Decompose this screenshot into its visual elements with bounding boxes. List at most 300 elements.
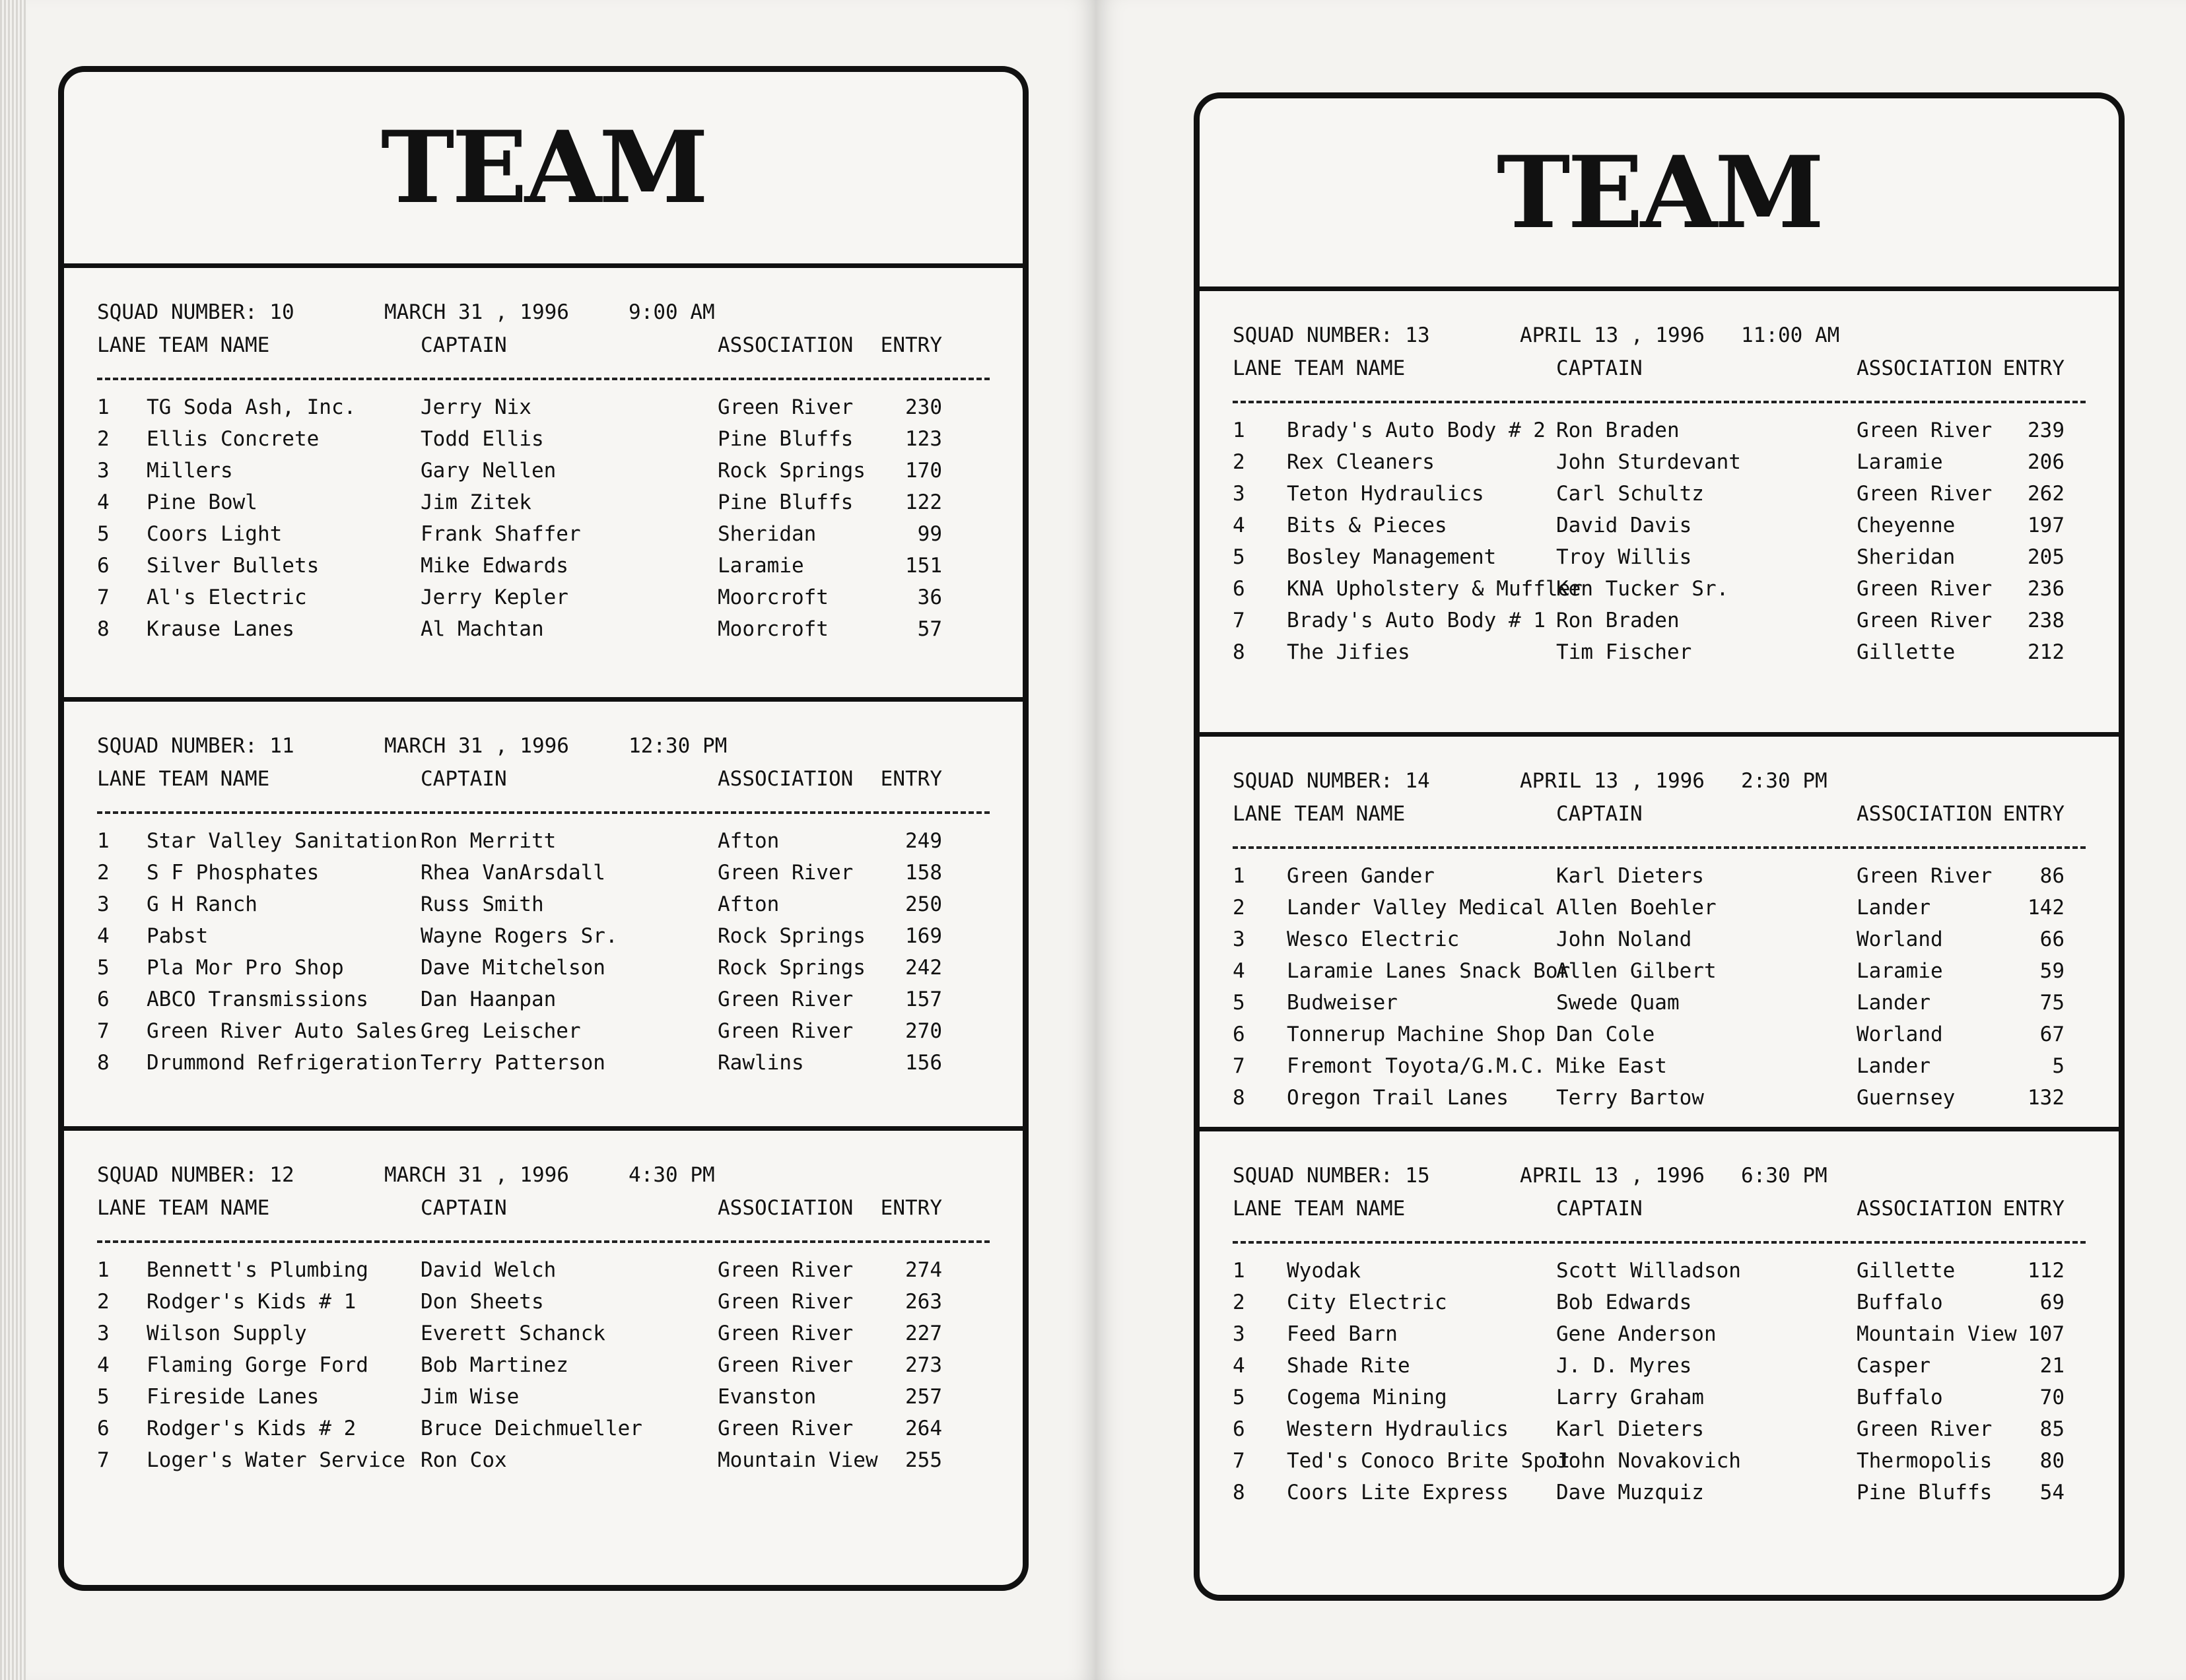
table-row (1233, 1088, 2086, 1120)
captain-name: Don Sheets (421, 1290, 544, 1314)
lane-number: 2 (1233, 896, 1245, 920)
association-name: Green River (718, 1290, 854, 1314)
table-row (97, 556, 990, 588)
column-header-association: ASSOCIATION (718, 767, 854, 791)
column-header-captain: CAPTAIN (421, 1196, 507, 1220)
table-row (97, 863, 990, 894)
column-header-lane-team: LANE TEAM NAME (1233, 802, 1406, 826)
team-name: Ellis Concrete (147, 427, 320, 451)
entry-number: 66 (2039, 927, 2065, 951)
dashed-divider (1233, 1241, 2086, 1244)
association-name: Rawlins (718, 1051, 804, 1075)
entry-number: 205 (2028, 545, 2065, 569)
entry-number: 156 (905, 1051, 942, 1075)
entry-number: 227 (905, 1322, 942, 1345)
team-name: Cogema Mining (1287, 1386, 1447, 1409)
squad-header-row (1233, 771, 2086, 804)
team-name: Fireside Lanes (147, 1385, 320, 1409)
page-title: TEAM (1496, 134, 1822, 251)
captain-name: Jerry Kepler (421, 586, 568, 609)
column-header-lane-team: LANE TEAM NAME (97, 333, 270, 357)
captain-name: David Welch (421, 1258, 557, 1282)
table-row (97, 619, 990, 651)
association-name: Moorcroft (718, 586, 829, 609)
table-row (97, 1260, 990, 1292)
lane-number: 4 (97, 1353, 110, 1377)
team-name: Krause Lanes (147, 617, 294, 641)
squad-date: APRIL 13 , 1996 (1520, 1164, 1705, 1188)
captain-name: Ron Braden (1556, 609, 1680, 632)
association-name: Green River (718, 988, 854, 1011)
lane-number: 8 (1233, 1481, 1245, 1504)
table-row (97, 831, 990, 863)
captain-name: Karl Dieters (1556, 864, 1704, 888)
team-name: G H Ranch (147, 892, 257, 916)
association-name: Rock Springs (718, 459, 866, 483)
dashed-divider (1233, 846, 2086, 849)
column-header-lane-team: LANE TEAM NAME (1233, 356, 1406, 380)
lane-number: 4 (97, 924, 110, 948)
table-row (97, 588, 990, 619)
squad-number: SQUAD NUMBER: 12 (97, 1163, 294, 1187)
team-name: Feed Barn (1287, 1322, 1398, 1346)
table-row (1233, 1261, 2086, 1293)
captain-name: John Sturdevant (1556, 450, 1741, 474)
team-name: Wilson Supply (147, 1322, 307, 1345)
lane-number: 2 (1233, 450, 1245, 474)
squad-header-row (97, 302, 990, 335)
column-header-entry: ENTRY (880, 333, 942, 357)
lane-number: 2 (97, 1290, 110, 1314)
squad-number: SQUAD NUMBER: 11 (97, 734, 294, 758)
captain-name: Al Machtan (421, 617, 544, 641)
table-row (1233, 452, 2086, 484)
dashed-divider (97, 811, 990, 814)
column-header-captain: CAPTAIN (421, 767, 507, 791)
captain-name: Bruce Deichmueller (421, 1417, 642, 1440)
page-title: TEAM (380, 110, 706, 226)
association-name: Mountain View (1857, 1322, 2017, 1346)
entry-number: 85 (2039, 1417, 2065, 1441)
captain-name: Larry Graham (1556, 1386, 1704, 1409)
lane-number: 1 (97, 829, 110, 853)
lane-number: 7 (97, 1019, 110, 1043)
squad-time: 2:30 PM (1741, 769, 1827, 793)
captain-name: Gene Anderson (1556, 1322, 1717, 1346)
association-name: Buffalo (1857, 1386, 1943, 1409)
table-row (1233, 547, 2086, 579)
association-name: Guernsey (1857, 1086, 1956, 1110)
entry-number: 206 (2028, 450, 2065, 474)
squad-number: SQUAD NUMBER: 15 (1233, 1164, 1430, 1188)
squad-time: 11:00 AM (1741, 323, 1840, 347)
column-header-association: ASSOCIATION (718, 1196, 854, 1220)
column-header-association: ASSOCIATION (718, 333, 854, 357)
squad-number: SQUAD NUMBER: 14 (1233, 769, 1430, 793)
lane-number: 1 (97, 395, 110, 419)
association-name: Mountain View (718, 1448, 878, 1472)
entry-number: 236 (2028, 577, 2065, 601)
squad-time: 12:30 PM (629, 734, 728, 758)
table-row (1233, 1388, 2086, 1419)
team-name: Pabst (147, 924, 209, 948)
association-name: Lander (1857, 1054, 1930, 1078)
association-name: Casper (1857, 1354, 1930, 1378)
lane-number: 7 (97, 1448, 110, 1472)
team-name: Loger's Water Service (147, 1448, 405, 1472)
table-row (97, 429, 990, 461)
team-name: Rodger's Kids # 1 (147, 1290, 357, 1314)
association-name: Green River (718, 1258, 854, 1282)
entry-number: 69 (2039, 1291, 2065, 1314)
table-row (1233, 516, 2086, 547)
lane-number: 3 (97, 892, 110, 916)
captain-name: Terry Patterson (421, 1051, 605, 1075)
table-row (97, 958, 990, 990)
team-name: Bits & Pieces (1287, 514, 1447, 537)
column-header-entry: ENTRY (880, 1196, 942, 1220)
squad-number: SQUAD NUMBER: 13 (1233, 323, 1430, 347)
squad-number: SQUAD NUMBER: 10 (97, 300, 294, 324)
entry-number: 59 (2039, 959, 2065, 983)
association-name: Evanston (718, 1385, 817, 1409)
lane-number: 4 (1233, 959, 1245, 983)
team-name: Oregon Trail Lanes (1287, 1086, 1509, 1110)
association-name: Green River (718, 1353, 854, 1377)
right-page (1096, 0, 2186, 1680)
association-name: Afton (718, 892, 780, 916)
team-name: Pine Bowl (147, 490, 257, 514)
captain-name: Jim Wise (421, 1385, 520, 1409)
squad-header-row (97, 1165, 990, 1198)
entry-number: 123 (905, 427, 942, 451)
captain-name: Allen Boehler (1556, 896, 1717, 920)
entry-number: 230 (905, 395, 942, 419)
entry-number: 169 (905, 924, 942, 948)
captain-name: Russ Smith (421, 892, 544, 916)
squad-block (64, 697, 1023, 1126)
lane-number: 1 (1233, 864, 1245, 888)
table-row (97, 1355, 990, 1387)
column-header-captain: CAPTAIN (421, 333, 507, 357)
captain-name: Swede Quam (1556, 991, 1680, 1015)
table-row (97, 894, 990, 926)
lane-number: 2 (1233, 1291, 1245, 1314)
captain-name: Mike East (1556, 1054, 1667, 1078)
lane-number: 3 (97, 1322, 110, 1345)
lane-number: 5 (97, 956, 110, 980)
entry-number: 142 (2028, 896, 2065, 920)
captain-name: Bob Edwards (1556, 1291, 1692, 1314)
table-row (1233, 611, 2086, 642)
association-name: Worland (1857, 1023, 1943, 1046)
title-area-left (64, 72, 1023, 268)
team-name: Rex Cleaners (1287, 450, 1435, 474)
team-name: Al's Electric (147, 586, 307, 609)
entry-number: 242 (905, 956, 942, 980)
lane-number: 7 (97, 586, 110, 609)
captain-name: Frank Shaffer (421, 522, 581, 546)
association-name: Gillette (1857, 1259, 1956, 1283)
table-row (97, 1021, 990, 1053)
association-name: Laramie (718, 554, 804, 578)
column-header-entry: ENTRY (2002, 1197, 2065, 1221)
lane-number: 3 (97, 459, 110, 483)
team-name: Coors Lite Express (1287, 1481, 1509, 1504)
entry-number: 263 (905, 1290, 942, 1314)
table-row (1233, 579, 2086, 611)
column-header-row (97, 335, 990, 368)
captain-name: Jim Zitek (421, 490, 531, 514)
captain-name: Tim Fischer (1556, 640, 1692, 664)
entry-number: 122 (905, 490, 942, 514)
squad-header-row (1233, 325, 2086, 358)
team-name: Millers (147, 459, 233, 483)
association-name: Rock Springs (718, 956, 866, 980)
lane-number: 7 (1233, 1054, 1245, 1078)
squad-block (1200, 732, 2119, 1127)
column-header-association: ASSOCIATION (1857, 1197, 1993, 1221)
lane-number: 5 (97, 1385, 110, 1409)
column-header-captain: CAPTAIN (1556, 356, 1643, 380)
lane-number: 4 (1233, 514, 1245, 537)
entry-number: 264 (905, 1417, 942, 1440)
table-row (1233, 961, 2086, 993)
team-name: ABCO Transmissions (147, 988, 368, 1011)
team-name: Teton Hydraulics (1287, 482, 1484, 506)
table-row (97, 461, 990, 492)
captain-name: J. D. Myres (1556, 1354, 1692, 1378)
squad-time: 9:00 AM (629, 300, 715, 324)
captain-name: Ken Tucker Sr. (1556, 577, 1729, 601)
association-name: Sheridan (718, 522, 817, 546)
captain-name: Wayne Rogers Sr. (421, 924, 618, 948)
team-name: Bosley Management (1287, 545, 1497, 569)
table-row (1233, 1451, 2086, 1483)
association-name: Rock Springs (718, 924, 866, 948)
table-row (1233, 993, 2086, 1025)
captain-name: Ron Cox (421, 1448, 507, 1472)
dashed-divider (97, 1240, 990, 1243)
association-name: Green River (1857, 609, 1993, 632)
lane-number: 2 (97, 861, 110, 885)
entry-number: 54 (2039, 1481, 2065, 1504)
entry-number: 157 (905, 988, 942, 1011)
team-name: Coors Light (147, 522, 283, 546)
captain-name: Ron Braden (1556, 419, 1680, 442)
table-row (1233, 1419, 2086, 1451)
captain-name: Dave Mitchelson (421, 956, 605, 980)
column-header-row (97, 769, 990, 802)
table-row (97, 492, 990, 524)
team-name: Pla Mor Pro Shop (147, 956, 344, 980)
squad-date: APRIL 13 , 1996 (1520, 769, 1705, 793)
captain-name: Allen Gilbert (1556, 959, 1717, 983)
dashed-divider (97, 378, 990, 380)
table-row (97, 926, 990, 958)
team-name: Star Valley Sanitation (147, 829, 418, 853)
association-name: Green River (718, 1417, 854, 1440)
entry-number: 197 (2028, 514, 2065, 537)
table-row (97, 1387, 990, 1419)
entry-number: 112 (2028, 1259, 2065, 1283)
association-name: Green River (718, 1322, 854, 1345)
entry-number: 212 (2028, 640, 2065, 664)
column-header-row (1233, 1199, 2086, 1232)
team-name: Green River Auto Sales (147, 1019, 418, 1043)
association-name: Laramie (1857, 959, 1943, 983)
association-name: Lander (1857, 991, 1930, 1015)
team-name: Laramie Lanes Snack Bor (1287, 959, 1571, 983)
association-name: Green River (1857, 482, 1993, 506)
association-name: Thermopolis (1857, 1449, 1993, 1473)
lane-number: 4 (1233, 1354, 1245, 1378)
captain-name: Everett Schanck (421, 1322, 605, 1345)
column-header-captain: CAPTAIN (1556, 1197, 1643, 1221)
title-area-right (1200, 98, 2119, 291)
entry-number: 239 (2028, 419, 2065, 442)
lane-number: 1 (97, 1258, 110, 1282)
table-row (97, 1292, 990, 1324)
entry-number: 57 (917, 617, 942, 641)
lane-number: 5 (1233, 545, 1245, 569)
captain-name: Ron Merritt (421, 829, 557, 853)
association-name: Laramie (1857, 450, 1943, 474)
association-name: Cheyenne (1857, 514, 1956, 537)
team-name: City Electric (1287, 1291, 1447, 1314)
association-name: Green River (1857, 577, 1993, 601)
entry-number: 21 (2039, 1354, 2065, 1378)
captain-name: Dave Muzquiz (1556, 1481, 1704, 1504)
lane-number: 6 (1233, 1417, 1245, 1441)
entry-number: 132 (2028, 1086, 2065, 1110)
entry-number: 75 (2039, 991, 2065, 1015)
team-name: Ted's Conoco Brite Spot (1287, 1449, 1571, 1473)
entry-number: 86 (2039, 864, 2065, 888)
column-header-row (1233, 358, 2086, 391)
table-row (1233, 420, 2086, 452)
column-header-entry: ENTRY (2002, 802, 2065, 826)
captain-name: Jerry Nix (421, 395, 531, 419)
lane-number: 6 (97, 988, 110, 1011)
team-name: Wesco Electric (1287, 927, 1460, 951)
table-row (1233, 1324, 2086, 1356)
association-name: Green River (718, 1019, 854, 1043)
column-header-lane-team: LANE TEAM NAME (1233, 1197, 1406, 1221)
captain-name: Todd Ellis (421, 427, 544, 451)
captain-name: Karl Dieters (1556, 1417, 1704, 1441)
table-row (1233, 642, 2086, 674)
squad-date: MARCH 31 , 1996 (384, 734, 569, 758)
association-name: Worland (1857, 927, 1943, 951)
table-row (1233, 484, 2086, 516)
team-name: Tonnerup Machine Shop (1287, 1023, 1546, 1046)
table-row (97, 1419, 990, 1450)
team-name: Fremont Toyota/G.M.C. (1287, 1054, 1546, 1078)
lane-number: 8 (97, 1051, 110, 1075)
table-row (1233, 866, 2086, 898)
lane-number: 2 (97, 427, 110, 451)
column-header-captain: CAPTAIN (1556, 802, 1643, 826)
lane-number: 3 (1233, 927, 1245, 951)
lane-number: 7 (1233, 609, 1245, 632)
column-header-lane-team: LANE TEAM NAME (97, 1196, 270, 1220)
team-name: Western Hydraulics (1287, 1417, 1509, 1441)
table-row (97, 1324, 990, 1355)
table-row (97, 1450, 990, 1482)
squad-block (1200, 1127, 2119, 1602)
association-name: Gillette (1857, 640, 1956, 664)
left-page (26, 0, 1096, 1680)
entry-number: 67 (2039, 1023, 2065, 1046)
squad-date: APRIL 13 , 1996 (1520, 323, 1705, 347)
lane-number: 5 (97, 522, 110, 546)
captain-name: Troy Willis (1556, 545, 1692, 569)
association-name: Green River (718, 395, 854, 419)
team-card-right (1194, 92, 2125, 1601)
entry-number: 250 (905, 892, 942, 916)
team-name: S F Phosphates (147, 861, 320, 885)
team-name: Rodger's Kids # 2 (147, 1417, 357, 1440)
entry-number: 273 (905, 1353, 942, 1377)
captain-name: Dan Cole (1556, 1023, 1655, 1046)
dashed-divider (1233, 401, 2086, 403)
team-name: The Jifies (1287, 640, 1410, 664)
entry-number: 70 (2039, 1386, 2065, 1409)
column-header-entry: ENTRY (2002, 356, 2065, 380)
squad-block (64, 268, 1023, 697)
table-row (97, 397, 990, 429)
captain-name: John Noland (1556, 927, 1692, 951)
lane-number: 1 (1233, 1259, 1245, 1283)
table-row (97, 1053, 990, 1085)
captain-name: David Davis (1556, 514, 1692, 537)
captain-name: Gary Nellen (421, 459, 557, 483)
captain-name: Bob Martinez (421, 1353, 568, 1377)
lane-number: 5 (1233, 991, 1245, 1015)
entry-number: 238 (2028, 609, 2065, 632)
lane-number: 4 (97, 490, 110, 514)
team-name: KNA Upholstery & Muffler (1287, 577, 1583, 601)
entry-number: 249 (905, 829, 942, 853)
entry-number: 170 (905, 459, 942, 483)
association-name: Sheridan (1857, 545, 1956, 569)
team-name: Shade Rite (1287, 1354, 1410, 1378)
squad-time: 6:30 PM (1741, 1164, 1827, 1188)
association-name: Pine Bluffs (718, 490, 854, 514)
table-row (97, 524, 990, 556)
column-header-entry: ENTRY (880, 767, 942, 791)
team-name: Budweiser (1287, 991, 1398, 1015)
column-header-row (97, 1198, 990, 1231)
entry-number: 257 (905, 1385, 942, 1409)
captain-name: Dan Haanpan (421, 988, 557, 1011)
table-row (1233, 1293, 2086, 1324)
lane-number: 6 (1233, 577, 1245, 601)
entry-number: 151 (905, 554, 942, 578)
team-name: Green Gander (1287, 864, 1435, 888)
squad-header-row (1233, 1166, 2086, 1199)
entry-number: 255 (905, 1448, 942, 1472)
entry-number: 80 (2039, 1449, 2065, 1473)
team-name: Bennett's Plumbing (147, 1258, 368, 1282)
association-name: Green River (1857, 1417, 1993, 1441)
team-name: TG Soda Ash, Inc. (147, 395, 357, 419)
association-name: Pine Bluffs (718, 427, 854, 451)
lane-number: 3 (1233, 482, 1245, 506)
column-header-association: ASSOCIATION (1857, 802, 1993, 826)
association-name: Afton (718, 829, 780, 853)
